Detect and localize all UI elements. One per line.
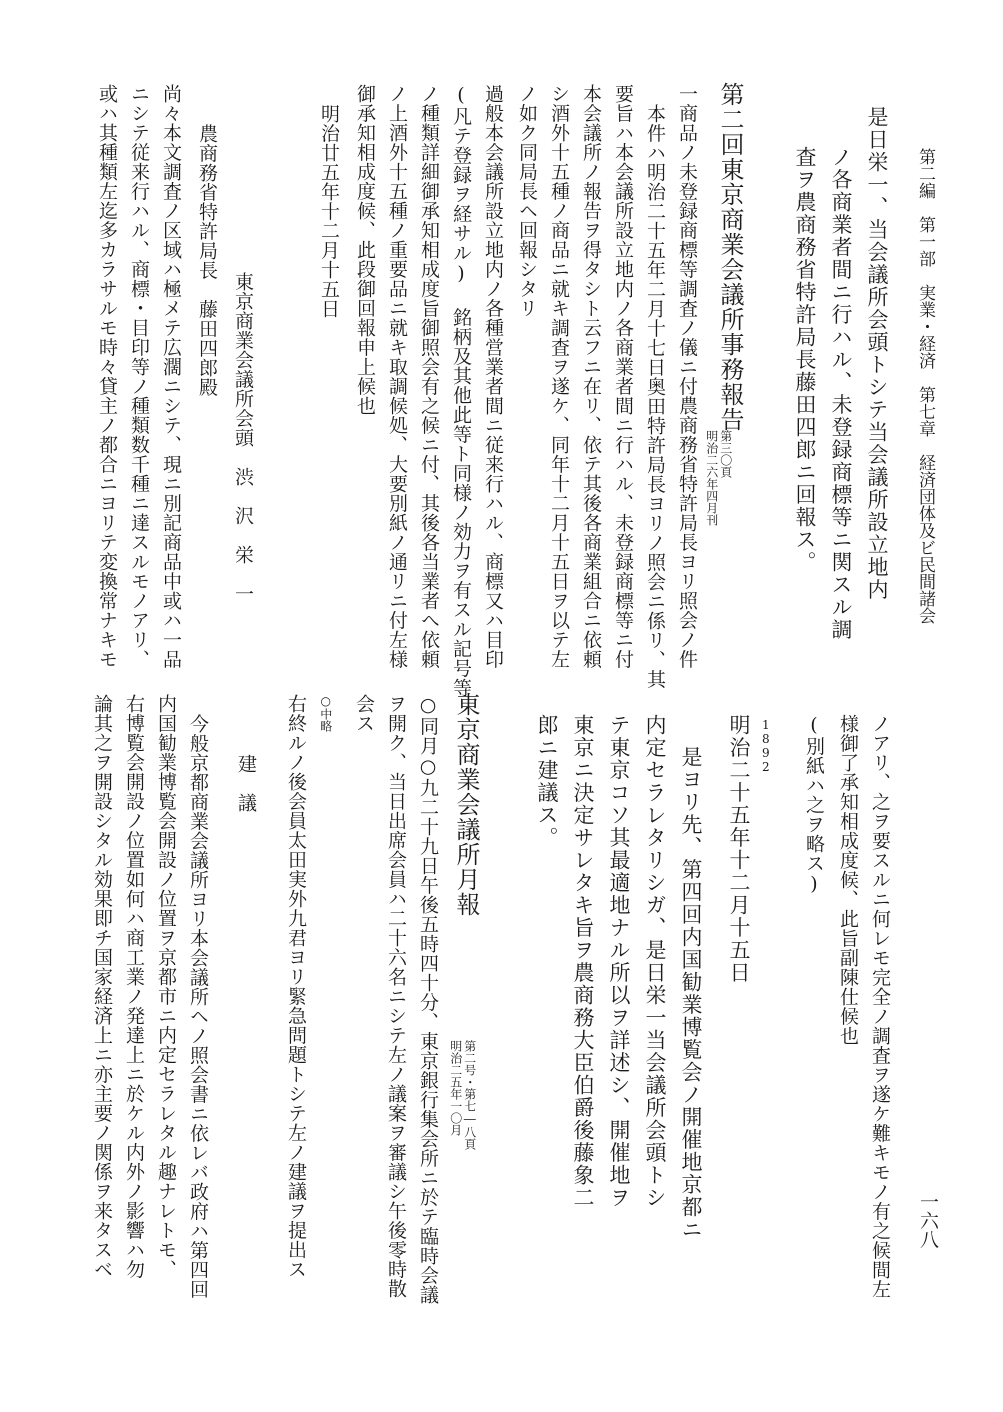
proposal-line: 右博覧会開設ノ位置如何ハ商工業ノ発達上ニ於ケル内外ノ影響ハ勿: [123, 694, 145, 1279]
year-marker: 1892: [758, 718, 773, 774]
proposal-line: 今般京都商業会議所ヨリ本会議所ヘノ照会書ニ依レバ政府ハ第四回: [187, 714, 209, 1299]
entry-summary-line: 是日栄一、当会議所会頭トシテ当会議所設立地内: [865, 106, 889, 601]
letter-recipient: 農商務省特許局長 藤田四郎殿: [196, 124, 218, 397]
motion-line: 右終ルノ後会員太田実外九君ヨリ緊急問題トシテ左ノ建議ヲ提出ス: [285, 694, 307, 1279]
proposal-heading: 建 議: [235, 754, 257, 813]
report-line: 本会議所ノ報告ヲ得タシト云フニ在リ、依テ其後各商業組合ニ依頼: [580, 84, 602, 669]
entry-summary-line: 内定セラレタリシガ、是日栄一当会議所会頭トシ: [643, 714, 667, 1209]
entry-summary-line: 東京ニ決定サレタキ旨ヲ農商務大臣伯爵後藤象二: [571, 714, 595, 1209]
report-line: 一商品ノ未登録商標等調査ノ儀ニ付農商務省特許局長ヨリ照会ノ件: [676, 84, 698, 669]
minutes-line: ヲ開ク、当日出席会員ハ二十六名ニシテ左ノ議案ヲ審議シ午後零時散: [385, 694, 407, 1299]
letter-sender: 東京商業会議所会頭 渋 沢 栄 一: [232, 272, 254, 604]
entry-summary-line: 査ヲ農商務省特許局長藤田四郎ニ回報ス。: [793, 146, 817, 574]
report-line: ノ如ク同局長ヘ回報シタリ: [516, 84, 538, 318]
page-number: 一六八: [917, 1192, 939, 1249]
appendix-line: 尚々本文調査ノ区域ハ極メテ広濶ニシテ、現ニ別記商品中或ハ一品: [160, 84, 182, 669]
omitted-note: (別紙ハ之ヲ略ス): [803, 714, 825, 896]
source-note: 第三〇頁: [718, 430, 733, 478]
letter-line: 御承知相成度候、此段御回報申上候也: [354, 84, 376, 416]
letter-line: (凡テ登録ヲ経サル) 銘柄及其他此等ト同様ノ効力ヲ有スル記号等: [450, 84, 472, 698]
entry-summary-line: ノ各商業者間ニ行ハル、未登録商標等ニ関スル調: [829, 146, 853, 641]
report-line: 本件ハ明治二十五年二月十七日奥田特許局長ヨリノ照会ニ係リ、其: [644, 104, 666, 689]
entry-summary-line: 是ヨリ先、第四回内国勧業博覧会ノ開催地京都ニ: [679, 746, 703, 1241]
proposal-line: 内国勧業博覧会開設ノ位置ヲ京都市ニ内定セラレタル趣ナレトモ、: [155, 694, 177, 1279]
report-line: 要旨ハ本会議所設立地内ノ各商業者間ニ行ハル、未登録商標等ニ付: [612, 84, 634, 669]
appendix-line: ニシテ従来行ハル、商標・目印等ノ種類数千種ニ達スルモノアリ、: [128, 84, 150, 669]
letter-line: ノ上酒外十五種ノ重要品ニ就キ取調候処、大要別紙ノ通リニ付左様: [386, 84, 408, 669]
source-title: 東京商業会議所月報: [452, 692, 480, 917]
entry-summary-line: 郎ニ建議ス。: [535, 714, 559, 849]
running-head: 第二編 第一部 実業・経済 第七章 経済団体及ビ民間諸会: [915, 148, 935, 624]
continuation-line: ノアリ、之ヲ要スルニ何レモ完全ノ調査ヲ遂ケ難キモノ有之候間左: [869, 714, 891, 1299]
letter-date: 明治廿五年十二月十五日: [318, 104, 340, 319]
continuation-line: 様御了承知相成度候、此旨副陳仕候也: [837, 714, 859, 1046]
source-note: 明治二六年四月刊: [704, 430, 719, 526]
proposal-line: 論其之ヲ開設シタル効果即チ国家経済上ニ亦主要ノ関係ヲ来タスベ: [91, 694, 113, 1279]
letter-line: ノ種類詳細御承知相成度旨御照会有之候ニ付、其後各当業者へ依頼: [418, 84, 440, 669]
letter-line: 過般本会議所設立地内ノ各種営業者間ニ従来行ハル、商標又ハ目印: [482, 84, 504, 669]
source-title: 第二回東京商業会議所事務報告: [716, 82, 744, 432]
omitted-mid-note: ○中略: [318, 694, 333, 732]
minutes-line: 会ス: [353, 694, 375, 733]
minutes-line: ○同月○九二十九日午後五時四十分、東京銀行集会所ニ於テ臨時会議: [417, 694, 439, 1305]
entry-date: 明治二十五年十二月十五日: [727, 714, 751, 984]
entry-summary-line: テ東京コソ其最適地ナル所以ヲ詳述シ、開催地ヲ: [607, 714, 631, 1209]
source-note: 明治二五年一〇月: [448, 1040, 463, 1136]
report-line: シ酒外十五種ノ商品ニ就キ調査ヲ遂ケ、同年十二月十五日ヲ以テ左: [548, 84, 570, 669]
source-note: 第二号・第七―八頁: [462, 1040, 477, 1150]
appendix-line: 或ハ其種類左迄多カラサルモ時々貸主ノ都合ニヨリテ変換常ナキモ: [96, 84, 118, 669]
